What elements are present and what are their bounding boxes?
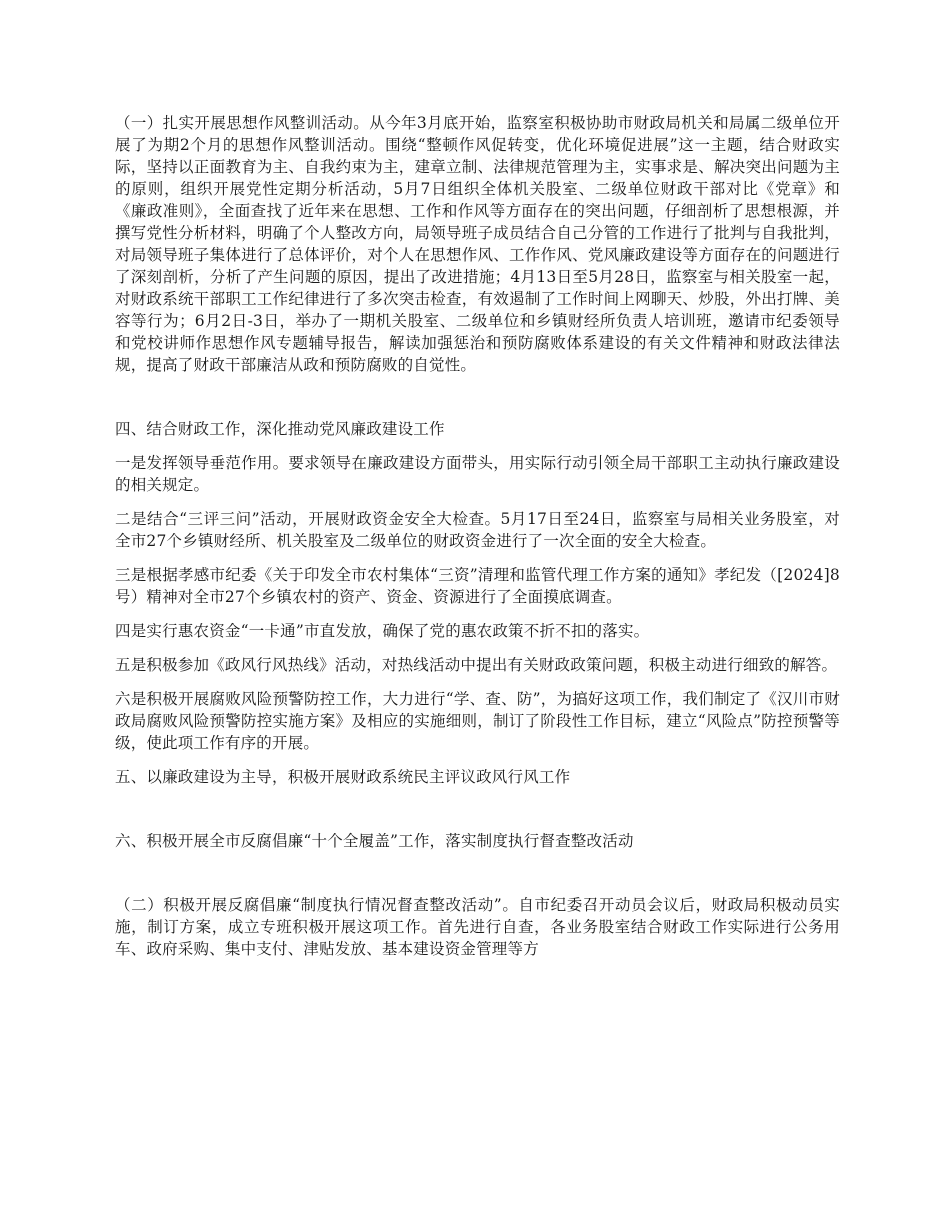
paragraph-rectification-activity: （一）扎实开展思想作风整训活动。从今年3月底开始，监察室积极协助市财政局机关和局属二级单位开展了为期2个月的思想作风整训活动。围绕“整顿作风促转变，优化环境促进展”这一主题，结合财政实际，坚持以正面教育为主、自我约束为主，建章立制、法律规范管理为主，实事求是、解决突出问题为主的原则，组织开展党性定期分析活动，5月7日组织全体机关股室、二级单位财政干部对比《党章》和《廉政准则》，全面查找了近年来在思想、工作和作风等方面存在的突出问题，仔细剖析了思想根源，并撰写党性分析材料，明确了个人整改方向，局领导班子成员结合自己分管的工作进行了批判与自我批判，对局领导班子集体进行了总体评价，对个人在思想作风、工作作风、党风廉政建设等方面存在的问题进行了深刻剖析，分析了产生问题的原因，提出了改进措施；4月13日至5月28日，监察室与相关股室一起，对财政系统干部职工工作纪律进行了多次突击检查，有效遏制了工作时间上网聊天、炒股，外出打牌、美容等行为；6月2日-3日，举办了一期机关股室、二级单位和乡镇财经所负责人培训班，邀请市纪委领导和党校讲师作思想作风专题辅导报告，解读加强惩治和预防腐败体系建设的有关文件精神和财政法律法规，提高了财政干部廉洁从政和预防腐败的自觉性。	[115, 114, 840, 374]
section-heading-5: 五、以廉政建设为主导，积极开展财政系统民主评议政风行风工作	[115, 768, 571, 786]
paragraph-item-1: 一是发挥领导垂范作用。要求领导在廉政建设方面带头，用实际行动引领全局干部职工主动执行廉政建设的相关规定。	[115, 454, 840, 494]
paragraph-item-4: 四是实行惠农资金“一卡通”市直发放，确保了党的惠农政策不折不扣的落实。	[115, 622, 650, 640]
paragraph-item-6: 六是积极开展腐败风险预警防控工作，大力进行“学、查、防”，为搞好这项工作，我们制定了《汉川市财政局腐败风险预警防控实施方案》及相应的实施细则，制订了阶段性工作目标，建立“风险点”防控预警等级，使此项工作有序的开展。	[115, 690, 840, 752]
section-heading-6: 六、积极开展全市反腐倡廉“十个全履盖”工作，落实制度执行督查整改活动	[115, 832, 634, 850]
section-heading-4: 四、结合财政工作，深化推动党风廉政建设工作	[115, 420, 445, 438]
paragraph-supervision-activity: （二）积极开展反腐倡廉“制度执行情况督查整改活动”。自市纪委召开动员会议后，财政局积极动员实施，制订方案，成立专班积极开展这项工作。首先进行自查，各业务股室结合财政工作实际进行公务用车、政府采购、集中支付、津贴发放、基本建设资金管理等方	[115, 896, 840, 958]
document-page	[115, 112, 840, 960]
paragraph-item-5: 五是积极参加《政风行风热线》活动，对热线活动中提出有关财政政策问题，积极主动进行细致的解答。	[115, 656, 838, 674]
paragraph-item-3: 三是根据孝感市纪委《关于印发全市农村集体“三资”清理和监管代理工作方案的通知》孝纪发（[2024]8号）精神对全市27个乡镇农村的资产、资金、资源进行了全面摸底调查。	[115, 566, 840, 606]
paragraph-item-2: 二是结合“三评三问”活动，开展财政资金安全大检查。5月17日至24日，监察室与局相关业务股室，对全市27个乡镇财经所、机关股室及二级单位的财政资金进行了一次全面的安全大检查。	[115, 510, 840, 550]
